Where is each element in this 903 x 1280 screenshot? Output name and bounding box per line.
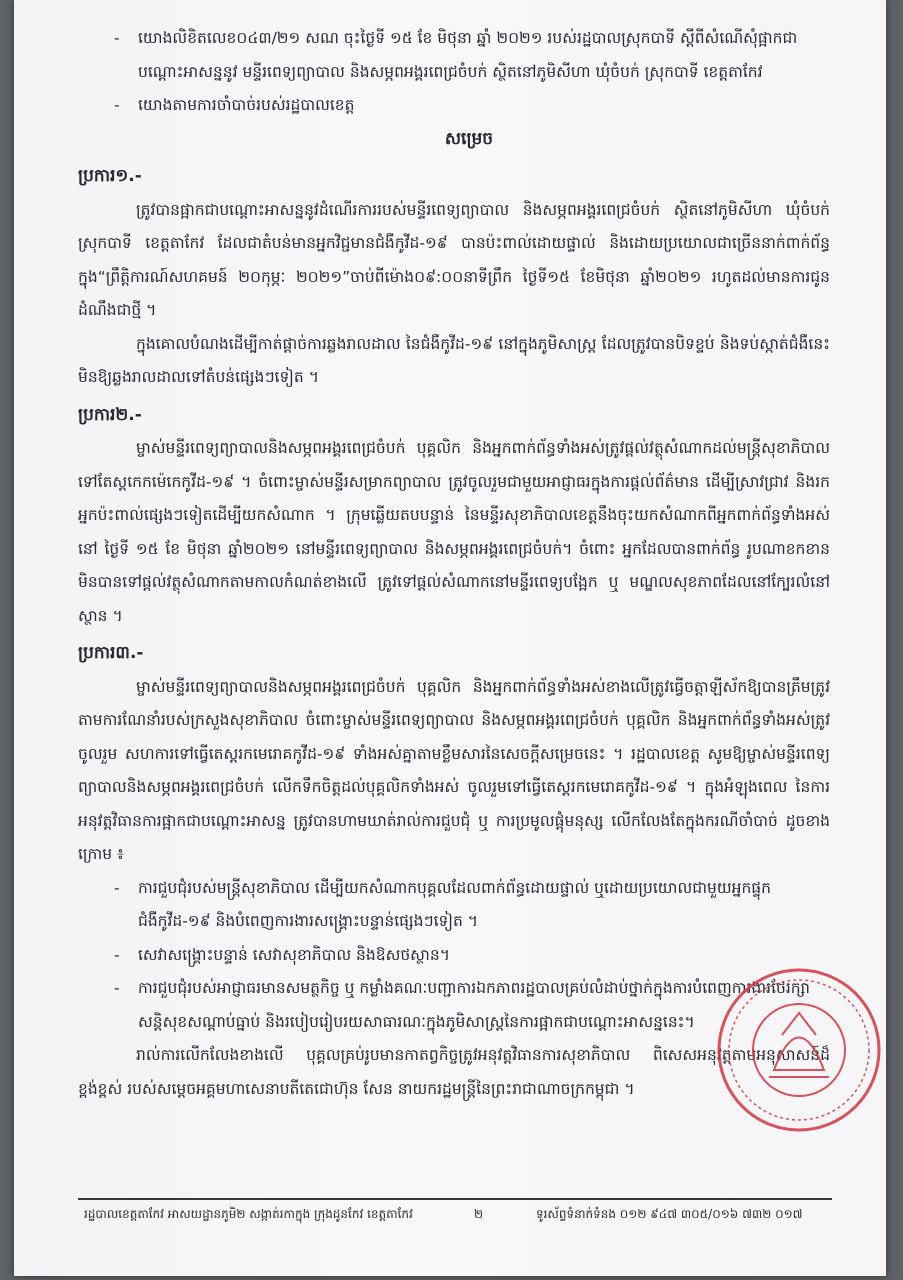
reference-text: យោងតាមការចាំបាច់របស់រដ្ឋបាលខេត្ត bbox=[138, 96, 355, 114]
document-page bbox=[14, 0, 886, 1276]
bullet-dash: - bbox=[114, 878, 120, 897]
official-seal-icon bbox=[714, 965, 884, 1135]
bullet-dash: - bbox=[114, 96, 120, 114]
article-1-paragraph: ត្រូវបានផ្អាកជាបណ្ដោះអាសន្ននូវដំណើរការរបស់មន្ទីរពេទ្យព្យាបាល និងសម្ភពអង្គរពេជ្រចំបក់ ស្ថិតនៅភូមិសីហា ឃុំចំបក់ ស្រុកបាទី ខេត្តតាកែវ ដែលជាតំបន់មានអ្នកវិជ្ជមានជំងឺកូវីដ-១៩ បានប៉ះពាល់ដោយផ្ទាល់ និងដោយប្រយោលជាច្រើននាក់ពាក់ព័ន្ធក្នុង“ព្រឹត្តិការណ៍សហគមន៍ ២០កុម្ភៈ ២០២១”ចាប់ពីម៉ោង០៩:០០នាទីព្រឹក ថ្ងៃទី១៥ ខែមិថុនា ឆ្នាំ២០២១ រហូតដល់មានការជូនដំណឹងជាថ្មី ។ bbox=[78, 200, 830, 319]
article-3-heading: ប្រការ៣.- bbox=[78, 643, 144, 663]
article-1-heading: ប្រការ១.- bbox=[78, 166, 142, 186]
footer-divider bbox=[78, 1198, 832, 1200]
exception-bullet bbox=[78, 872, 830, 939]
exception-text: ការជួបជុំរបស់មន្ត្រីសុខាភិបាល ដើម្បីយកសំណាកបុគ្គលដែលពាក់ព័ន្ធដោយផ្ទាល់ ឬដោយប្រយោលជាមួយអ្នកផ្ទុកជំងឺកូវីដ-១៩ និងបំពេញការងារសង្គ្រោះបន្ទាន់ផ្សេងៗទៀត ។ bbox=[138, 878, 771, 930]
bullet-dash: - bbox=[114, 945, 120, 964]
article-2-heading: ប្រការ២.- bbox=[78, 404, 142, 425]
document-body bbox=[78, 22, 830, 1106]
article-2-paragraph: ម្ចាស់មន្ទីរពេទ្យព្យាបាលនិងសម្ភពអង្គរពេជ្រចំបក់ បុគ្គលិក និងអ្នកពាក់ព័ន្ធទាំងអស់ត្រូវផ្តល់វត្ថុសំណាកដល់មន្ត្រីសុខាភិបាល ទៅតែស្ដកេកម៉េកេកូវីដ-១៩ ។ ចំពោះម្ចាស់មន្ទីរសម្រាកព្យាបាល ត្រូវចូលរួមជាមួយអាជ្ញាធរក្នុងការផ្តល់ព័ត៌មាន ដើម្បីស្រាវជ្រាវ និងរកអ្នកប៉ះពាល់ផ្សេងៗទៀតដើម្បីយកសំណាក ។ ក្រុមឆ្លើយតបបន្ទាន់ នៃមន្ទីរសុខាភិបាលខេត្តនឹងចុះយកសំណាកពីអ្នកពាក់ព័ន្ធទាំងអស់នៅ ថ្ងៃទី ១៥ ខែ មិថុនា ឆ្នាំ២០២១ នៅមន្ទីរពេទ្យព្យាបាល និងសម្ភពអង្គរពេជ្រចំបក់។ ចំពោះ អ្នកដែលបានពាក់ព័ន្ធ រូបណាខកខានមិនបានទៅផ្តល់វត្ថុសំណាកតាមកាលកំណត់ខាងលើ ត្រូវទៅផ្តល់សំណាកនៅមន្ទីរពេទ្យបង្អែក ឬ មណ្ឌលសុខភាពដែលនៅក្បែរលំនៅស្ថាន ។ bbox=[78, 439, 830, 625]
article-3-paragraph: ម្ចាស់មន្ទីរពេទ្យព្យាបាលនិងសម្ភពអង្គរពេជ្រចំបក់ បុគ្គលិក និងអ្នកពាក់ព័ន្ធទាំងអស់ខាងលើត្រូវធ្វើចត្តាឡីស័កឱ្យបានត្រឹមត្រូវតាមការណែនាំរបស់ក្រសួងសុខាភិបាល ចំពោះម្ចាស់មន្ទីរពេទ្យព្យាបាល និងសម្ភពអង្គរពេជ្រចំបក់ បុគ្គលិក និងអ្នកពាក់ព័ន្ធទាំងអស់ត្រូវចូលរួម សហការទៅធ្វើតេស្តរកមេរោគកូវីដ-១៩ ទាំងអស់គ្នាតាមខ្លឹមសារនៃសេចក្តីសម្រេចនេះ ។ រដ្ឋបាលខេត្ត សូមឱ្យម្ចាស់មន្ទីរពេទ្យព្យាបាលនិងសម្ភពអង្គរពេជ្រចំបក់ លើកទឹកចិត្តដល់បុគ្គលិកទាំងអស់ ចូលរួមទៅធ្វើតេស្តរកមេរោគកូវីដ-១៩ ។ ក្នុងអំឡុងពេល នៃការអនុវត្តវិធានការផ្អាកជាបណ្ដោះអាសន្ន ត្រូវបានហាមឃាត់រាល់ការជួបជុំ ឬ ការប្រមូលផ្ដុំមនុស្ស លើកលែងតែក្នុងករណីចាំបាច់ ដូចខាងក្រោម ៖ bbox=[78, 677, 830, 863]
bullet-dash: - bbox=[114, 29, 120, 47]
exception-text: ការជួបជុំរបស់អាជ្ញាធរមានសមត្ថកិច្ច ឬ កម្លាំងគណៈបញ្ជាការឯកភាពរដ្ឋបាលគ្រប់លំដាប់ថ្នាក់ក្នុងការបំពេញការងារថែរក្សាសន្តិសុខសណ្ដាប់ធ្នាប់ និងរបៀបរៀបរយសាធារណៈក្នុងភូមិសាស្ត្រនៃការផ្អាកជាបណ្ដោះអាសន្ននេះ។ bbox=[138, 979, 810, 1031]
reference-bullet bbox=[78, 89, 830, 123]
page-number: ២ bbox=[474, 1207, 484, 1221]
exception-text: សេវាសង្គ្រោះបន្ទាន់ សេវាសុខាភិបាល និងឱសថស្ថាន។ bbox=[138, 945, 450, 964]
reference-text: យោងលិខិតលេខ០៤៣/២១ សណ ចុះថ្ងៃទី ១៥ ខែ មិថុនា ឆ្នាំ ២០២១ របស់រដ្ឋបាលស្រុកបាទី ស្ដីពីសំណើសុំផ្អាកជាបណ្ដោះអាសន្ននូវ មន្ទីរពេទ្យព្យាបាល និងសម្ភពអង្គរពេជ្រចំបក់ ស្ថិតនៅភូមិសីហា ឃុំចំបក់ ស្រុកបាទី ខេត្តតាកែវ bbox=[138, 29, 798, 81]
closing-paragraph: រាល់ការលើកលែងខាងលើ បុគ្គលគ្រប់រូបមានកាតព្វកិច្ចត្រូវអនុវត្តវិធានការសុខាភិបាល ពិសេសអនុវត្តតាមអនុសាសន៍ដ៏ខ្ពង់ខ្ពស់ របស់សម្តេចអគ្គមហាសេនាបតីតេជោហ៊ុន សែន នាយករដ្ឋមន្ត្រីនៃព្រះរាជាណាចក្រកម្ពុជា ។ bbox=[78, 1046, 830, 1098]
footer-phone: ទូរស័ព្ទទំនាក់ទំនង ០១២ ៩៤៧ ៣០៥/០១៦ ៧៣២ ០១៧ bbox=[536, 1207, 803, 1221]
footer-address: រដ្ឋបាលខេត្តតាកែវ អាសយដ្ឋានភូមិ២ សង្កាត់រកាក្នុង ក្រុងដូនកែវ ខេត្តតាកែវ bbox=[84, 1207, 413, 1221]
article-1-paragraph: ក្នុងគោលបំណងដើម្បីកាត់ផ្ដាច់ការឆ្លងរាលដាល នៃជំងឺកូវីដ-១៩ នៅក្នុងភូមិសាស្ត្រ ដែលត្រូវបានបិទខ្ទប់ និងទប់ស្កាត់ជំងឺនេះមិនឱ្យឆ្លងរាលដាលទៅតំបន់ផ្សេងៗទៀត ។ bbox=[78, 334, 830, 386]
decision-title: សម្រេច bbox=[444, 128, 494, 149]
bullet-dash: - bbox=[114, 979, 120, 997]
reference-bullet bbox=[78, 22, 830, 89]
